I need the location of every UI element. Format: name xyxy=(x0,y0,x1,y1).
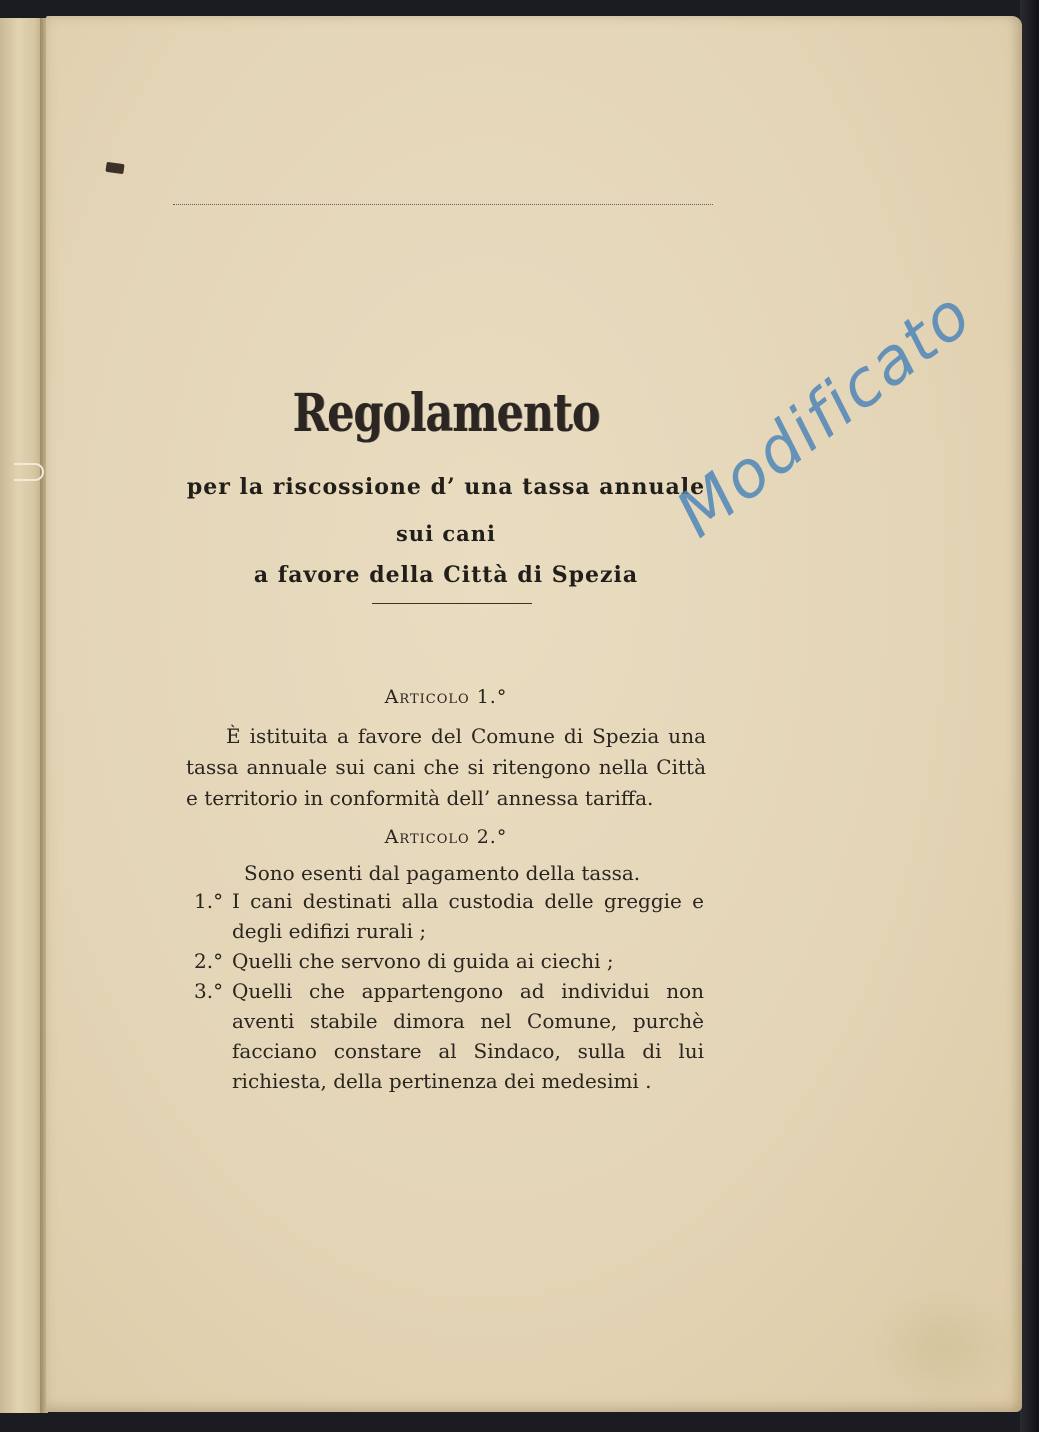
article-2-heading: Articolo 2.° xyxy=(384,826,508,848)
exemption-text: Quelli che servono di guida ai ciechi ; xyxy=(232,949,614,973)
scan-border xyxy=(1020,0,1039,1432)
article-1-heading: Articolo 1.° xyxy=(384,686,508,708)
exemption-number: 2.° xyxy=(194,949,224,973)
article-2-intro: Sono esenti dal pagamento della tassa. xyxy=(244,861,641,885)
document-page xyxy=(46,16,1022,1412)
title-rule xyxy=(372,603,532,604)
subtitle-line-1: per la riscossione d’ una tassa annuale xyxy=(186,474,706,500)
exemption-text: I cani destinati alla custodia delle greggie e degli edifizi rurali ; xyxy=(232,889,704,943)
exemption-item-2 xyxy=(194,946,704,976)
article-1-text: È istituita a favore del Comune di Spezia una tassa annuale sui cani che si ritengono nella Città e territorio in conformità dell’ annessa tariffa. xyxy=(186,724,706,810)
binding-thread xyxy=(14,463,44,481)
exemption-number: 1.° xyxy=(194,889,224,913)
paper-stain xyxy=(866,1286,1016,1406)
ink-mark xyxy=(105,162,124,174)
handwritten-note: Modificato xyxy=(663,277,986,553)
document-title: Regolamento xyxy=(292,383,600,444)
exemption-number: 3.° xyxy=(194,979,224,1003)
dotted-rule xyxy=(173,204,713,205)
exemption-text: Quelli che appartengono ad individui non aventi stabile dimora nel Comune, purchè facciano constare al Sindaco, sulla di lui richiesta, della pertinenza dei medesimi . xyxy=(232,979,704,1093)
exemption-item-1 xyxy=(194,886,704,946)
subtitle-line-2: sui cani xyxy=(395,521,497,546)
exemption-item-3 xyxy=(194,976,704,1096)
subtitle-line-3: a favore della Città di Spezia xyxy=(253,562,639,588)
